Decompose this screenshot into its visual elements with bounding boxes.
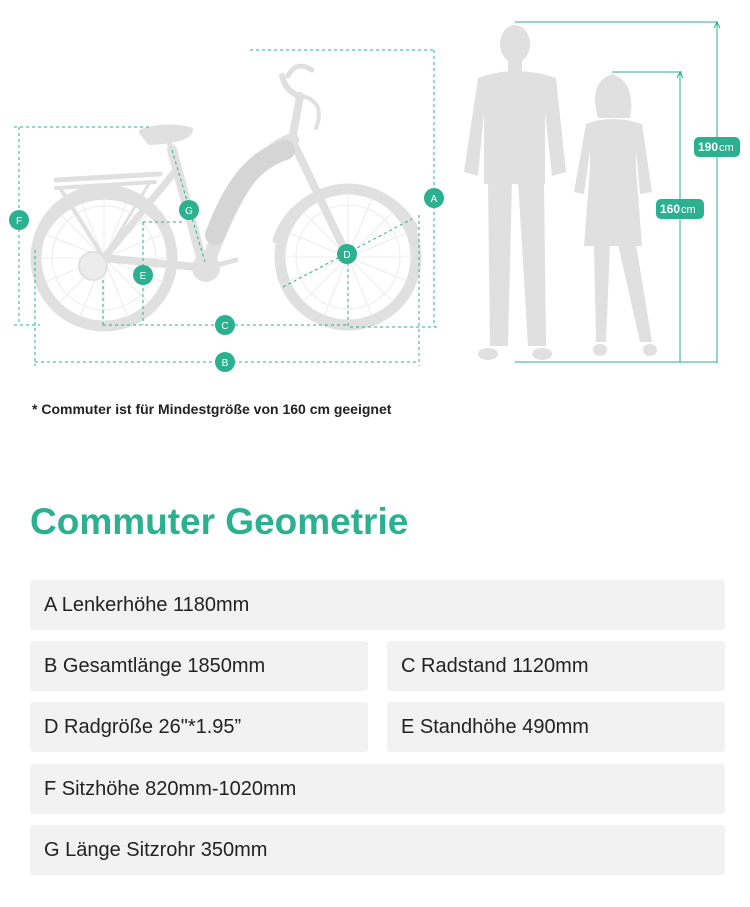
footnote: * Commuter ist für Mindestgröße von 160 cm geeignet xyxy=(32,401,392,417)
svg-text:C: C xyxy=(221,321,229,332)
spec-row-d: D Radgröße 26"*1.95” xyxy=(30,702,368,752)
svg-text:E: E xyxy=(139,271,147,282)
geometry-diagram xyxy=(0,0,750,380)
svg-text:190cm: 190cm xyxy=(698,140,734,154)
svg-text:D: D xyxy=(343,250,351,261)
svg-text:F: F xyxy=(15,216,23,227)
marker-c xyxy=(215,315,235,335)
man-height-badge xyxy=(694,137,740,157)
spec-row-f: F Sitzhöhe 820mm-1020mm xyxy=(30,764,725,814)
spec-row-c: C Radstand 1120mm xyxy=(387,641,725,691)
svg-text:A: A xyxy=(430,194,438,205)
marker-a xyxy=(424,188,444,208)
marker-b xyxy=(215,352,235,372)
svg-text:160cm: 160cm xyxy=(660,202,696,216)
spec-row-a: A Lenkerhöhe 1180mm xyxy=(30,580,725,630)
woman-silhouette xyxy=(574,74,657,356)
spec-row-g: G Länge Sitzrohr 350mm xyxy=(30,825,725,875)
page-title: Commuter Geometrie xyxy=(30,501,409,542)
spec-row-e: E Standhöhe 490mm xyxy=(387,702,725,752)
svg-text:G: G xyxy=(185,206,193,217)
svg-text:B: B xyxy=(221,358,229,369)
man-silhouette xyxy=(464,25,566,360)
woman-height-badge xyxy=(656,199,704,219)
marker-g xyxy=(179,200,199,220)
marker-e xyxy=(133,265,153,285)
marker-f xyxy=(9,210,29,230)
spec-row-b: B Gesamtlänge 1850mm xyxy=(30,641,368,691)
marker-d xyxy=(337,244,357,264)
bike-silhouette xyxy=(36,66,416,326)
